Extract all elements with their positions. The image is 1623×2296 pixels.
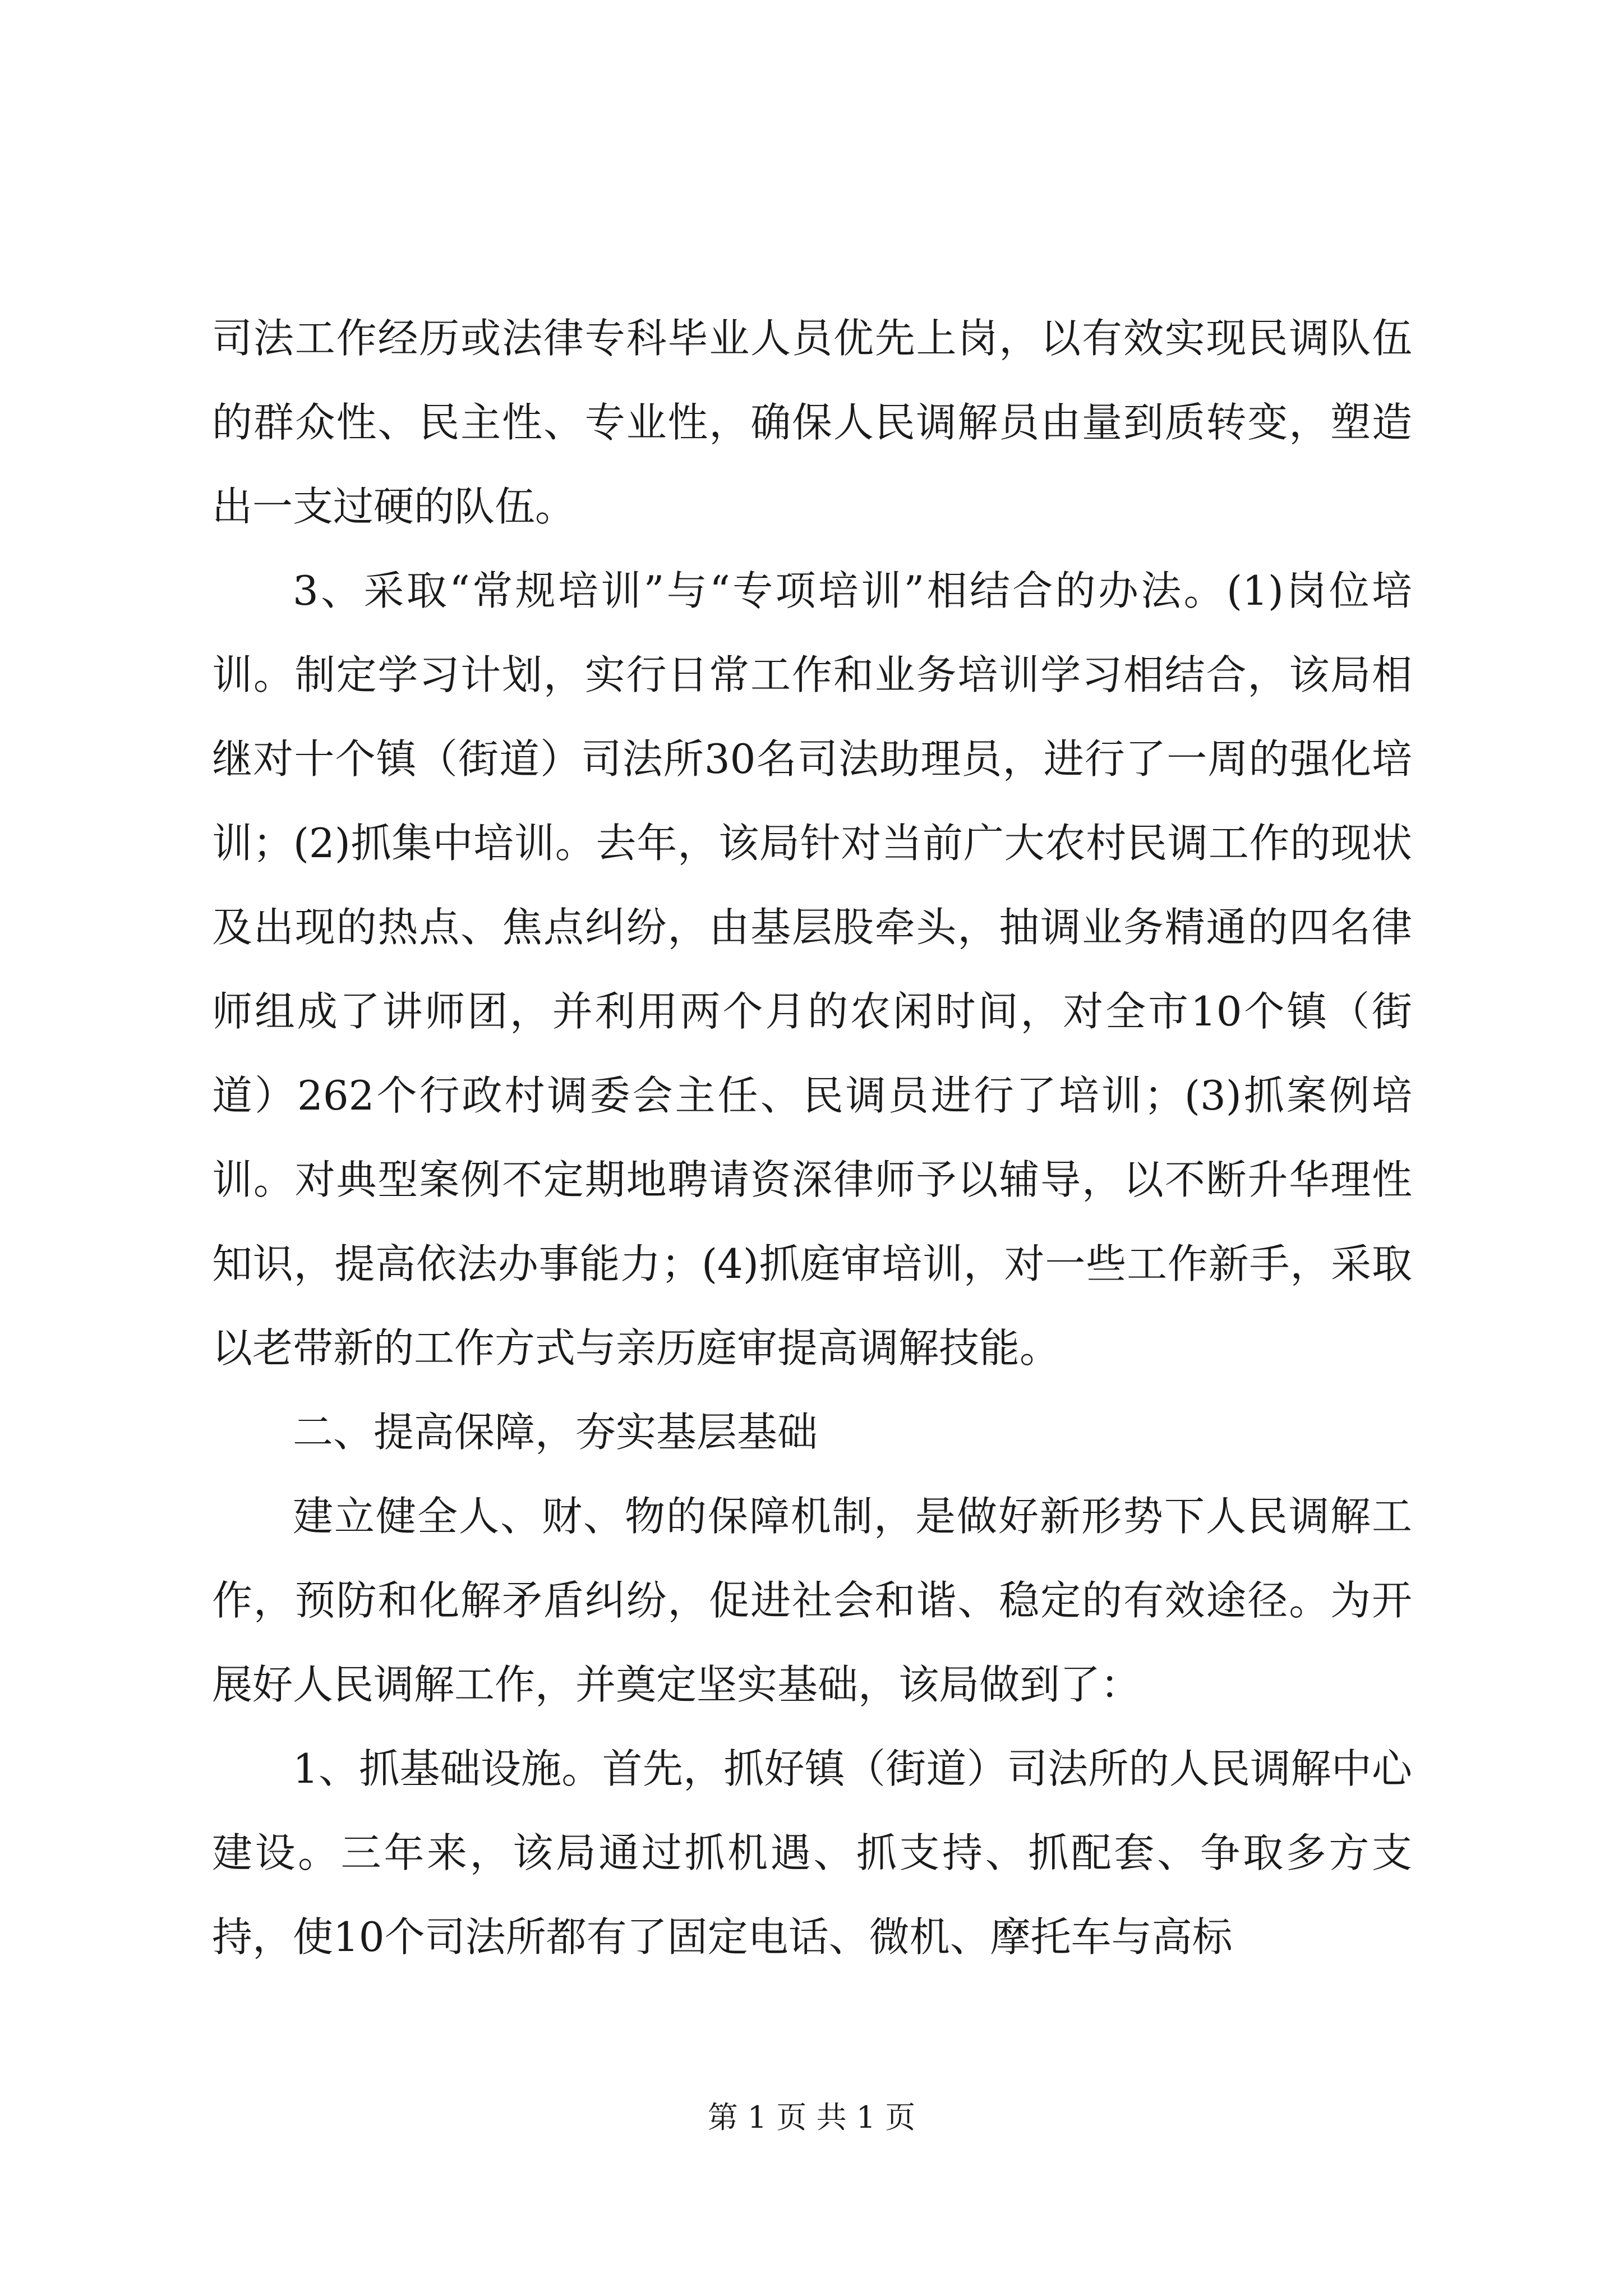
paragraph-3: 建立健全人、财、物的保障机制，是做好新形势下人民调解工作，预防和化解矛盾纠纷，促进社会和谐、稳定的有效途径。为开展好人民调解工作，并奠定坚实基础，该局做到了：: [212, 1493, 1412, 1708]
paragraph-1: 司法工作经历或法律专科毕业人员优先上岗，以有效实现民调队伍的群众性、民主性、专业性，确保人民调解员由量到质转变，塑造出一支过硬的队伍。: [212, 315, 1412, 530]
paragraph-2: 3、采取“常规培训”与“专项培训”相结合的办法。(1)岗位培训。制定学习计划，实行日常工作和业务培训学习相结合，该局相继对十个镇（街道）司法所30名司法助理员，进行了一周的强化培训；(2)抓集中培训。去年，该局针对当前广大农村民调工作的现状及出现的热点、焦点纠纷，由基层股牵头，抽调业务精通的四名律师组成了讲师团，并利用两个月的农闲时间，对全市10个镇（街道）262个行政村调委会主任、民调员进行了培训；(3)抓案例培训。对典型案例不定期地聘请资深律师予以辅导，以不断升华理性知识，提高依法办事能力；(4)抓庭审培训，对一些工作新手，采取以老带新的工作方式与亲历庭审提高调解技能。: [212, 567, 1412, 1372]
paragraph-4: 1、抓基础设施。首先，抓好镇（街道）司法所的人民调解中心建设。三年来，该局通过抓机遇、抓支持、抓配套、争取多方支持，使10个司法所都有了固定电话、微机、摩托车与高标: [212, 1745, 1412, 1961]
page-footer: 第 1 页 共 1 页: [707, 2100, 916, 2135]
section-heading: 二、提高保障，夯实基层基础: [293, 1409, 818, 1456]
document-body: [212, 296, 1412, 1979]
